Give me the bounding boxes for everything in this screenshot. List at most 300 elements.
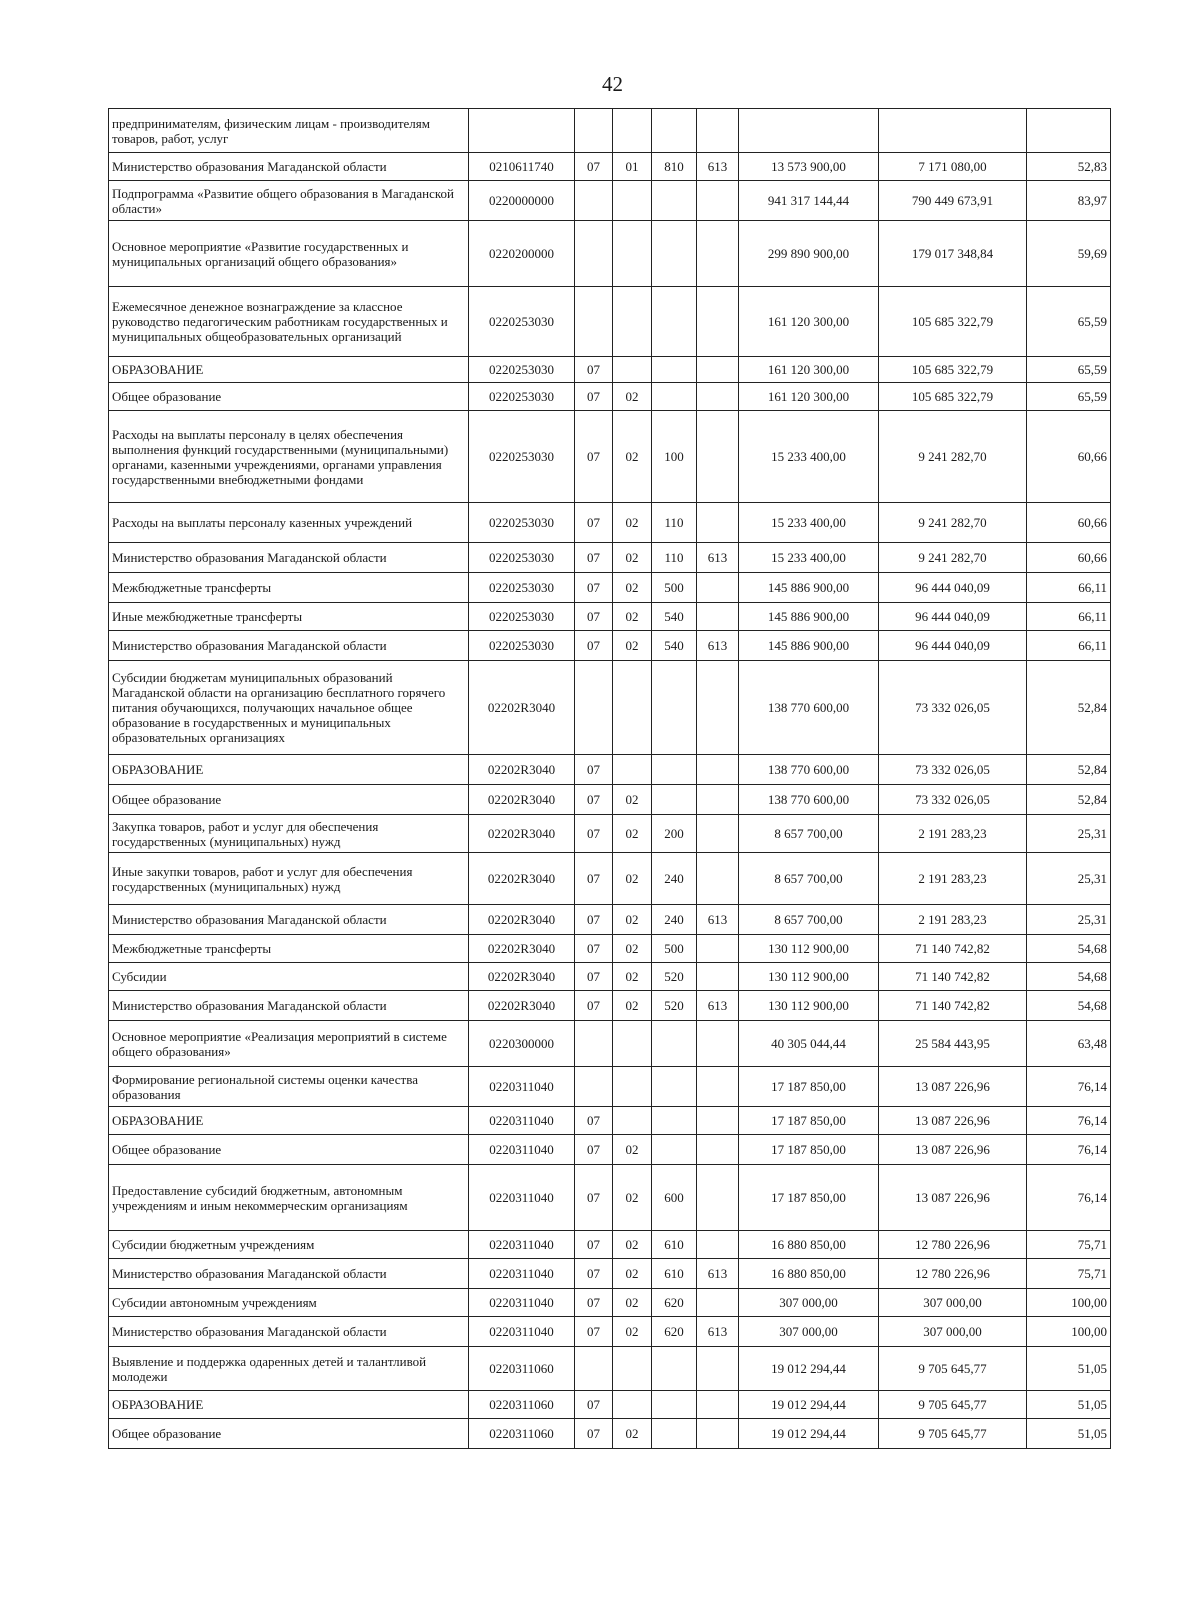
row-admin-code: 613 xyxy=(697,1259,739,1289)
row-code: 0220311040 xyxy=(469,1067,575,1107)
row-subsection xyxy=(613,755,652,785)
row-name: Расходы на выплаты персоналу казенных учреждений xyxy=(109,503,469,543)
row-subsection xyxy=(613,1021,652,1067)
row-actual-amount: 7 171 080,00 xyxy=(879,153,1027,181)
row-subsection xyxy=(613,661,652,755)
row-expense-type xyxy=(652,785,697,815)
row-subsection: 02 xyxy=(613,503,652,543)
row-percent: 76,14 xyxy=(1027,1107,1111,1135)
row-actual-amount: 13 087 226,96 xyxy=(879,1107,1027,1135)
row-subsection: 02 xyxy=(613,785,652,815)
row-name: Субсидии xyxy=(109,963,469,991)
row-actual-amount: 105 685 322,79 xyxy=(879,287,1027,357)
row-code xyxy=(469,109,575,153)
row-expense-type xyxy=(652,755,697,785)
row-admin-code xyxy=(697,503,739,543)
row-subsection xyxy=(613,109,652,153)
table-row xyxy=(109,1419,1111,1449)
row-admin-code xyxy=(697,755,739,785)
row-name: Основное мероприятие «Реализация мероприятий в системе общего образования» xyxy=(109,1021,469,1067)
row-expense-type xyxy=(652,1419,697,1449)
row-code: 0220300000 xyxy=(469,1021,575,1067)
row-name: Расходы на выплаты персоналу в целях обеспечения выполнения функций государственными (муниципальными) органами, казенными учреждениями, органами управления государственными внебюджетными фондами xyxy=(109,411,469,503)
row-actual-amount: 2 191 283,23 xyxy=(879,853,1027,905)
row-actual-amount xyxy=(879,109,1027,153)
row-actual-amount: 13 087 226,96 xyxy=(879,1135,1027,1165)
row-admin-code: 613 xyxy=(697,631,739,661)
row-admin-code xyxy=(697,853,739,905)
row-subsection: 02 xyxy=(613,573,652,603)
row-admin-code xyxy=(697,1067,739,1107)
row-plan-amount: 40 305 044,44 xyxy=(739,1021,879,1067)
row-section: 07 xyxy=(575,1419,613,1449)
row-section xyxy=(575,109,613,153)
row-percent: 54,68 xyxy=(1027,935,1111,963)
row-subsection: 02 xyxy=(613,1259,652,1289)
row-section xyxy=(575,287,613,357)
table-row xyxy=(109,503,1111,543)
row-expense-type xyxy=(652,109,697,153)
table-row xyxy=(109,631,1111,661)
row-code: 02202R3040 xyxy=(469,935,575,963)
row-name: Министерство образования Магаданской области xyxy=(109,153,469,181)
row-admin-code xyxy=(697,1165,739,1231)
table-row xyxy=(109,603,1111,631)
row-section: 07 xyxy=(575,357,613,383)
row-plan-amount: 307 000,00 xyxy=(739,1317,879,1347)
row-section xyxy=(575,1067,613,1107)
row-admin-code xyxy=(697,1289,739,1317)
row-code: 0220253030 xyxy=(469,631,575,661)
row-actual-amount: 71 140 742,82 xyxy=(879,935,1027,963)
row-code: 02202R3040 xyxy=(469,785,575,815)
row-expense-type: 500 xyxy=(652,573,697,603)
row-admin-code: 613 xyxy=(697,153,739,181)
row-actual-amount: 2 191 283,23 xyxy=(879,905,1027,935)
row-actual-amount: 71 140 742,82 xyxy=(879,991,1027,1021)
row-expense-type: 240 xyxy=(652,905,697,935)
row-section: 07 xyxy=(575,153,613,181)
row-percent: 60,66 xyxy=(1027,411,1111,503)
row-plan-amount: 145 886 900,00 xyxy=(739,573,879,603)
row-expense-type: 540 xyxy=(652,603,697,631)
table-row xyxy=(109,1135,1111,1165)
row-admin-code xyxy=(697,1391,739,1419)
row-code: 0220253030 xyxy=(469,603,575,631)
row-expense-type xyxy=(652,1067,697,1107)
table-row xyxy=(109,1289,1111,1317)
row-section xyxy=(575,221,613,287)
row-code: 02202R3040 xyxy=(469,853,575,905)
row-actual-amount: 73 332 026,05 xyxy=(879,755,1027,785)
row-expense-type: 100 xyxy=(652,411,697,503)
table-row xyxy=(109,661,1111,755)
row-plan-amount: 130 112 900,00 xyxy=(739,935,879,963)
row-code: 0220253030 xyxy=(469,573,575,603)
row-code: 0220253030 xyxy=(469,357,575,383)
row-section: 07 xyxy=(575,785,613,815)
row-plan-amount: 145 886 900,00 xyxy=(739,631,879,661)
row-plan-amount: 19 012 294,44 xyxy=(739,1391,879,1419)
row-section: 07 xyxy=(575,1231,613,1259)
row-subsection: 02 xyxy=(613,991,652,1021)
row-code: 0220311040 xyxy=(469,1165,575,1231)
row-percent: 65,59 xyxy=(1027,383,1111,411)
row-expense-type xyxy=(652,357,697,383)
row-subsection: 02 xyxy=(613,1135,652,1165)
row-expense-type: 520 xyxy=(652,991,697,1021)
row-section: 07 xyxy=(575,1107,613,1135)
row-percent: 54,68 xyxy=(1027,963,1111,991)
row-percent: 83,97 xyxy=(1027,181,1111,221)
row-section: 07 xyxy=(575,1259,613,1289)
row-percent: 52,84 xyxy=(1027,785,1111,815)
row-plan-amount: 19 012 294,44 xyxy=(739,1419,879,1449)
row-section: 07 xyxy=(575,853,613,905)
row-expense-type xyxy=(652,1107,697,1135)
row-expense-type xyxy=(652,181,697,221)
row-subsection: 02 xyxy=(613,543,652,573)
table-row xyxy=(109,181,1111,221)
row-code: 0220311040 xyxy=(469,1135,575,1165)
row-actual-amount: 13 087 226,96 xyxy=(879,1165,1027,1231)
row-name: предпринимателям, физическим лицам - производителям товаров, работ, услуг xyxy=(109,109,469,153)
row-plan-amount: 138 770 600,00 xyxy=(739,755,879,785)
row-actual-amount: 9 705 645,77 xyxy=(879,1419,1027,1449)
row-percent: 25,31 xyxy=(1027,815,1111,853)
row-actual-amount: 179 017 348,84 xyxy=(879,221,1027,287)
row-admin-code: 613 xyxy=(697,905,739,935)
row-subsection: 02 xyxy=(613,1317,652,1347)
row-section: 07 xyxy=(575,963,613,991)
row-code: 0220253030 xyxy=(469,411,575,503)
row-code: 0220311040 xyxy=(469,1289,575,1317)
table-row xyxy=(109,153,1111,181)
row-code: 0220311060 xyxy=(469,1347,575,1391)
row-percent: 60,66 xyxy=(1027,503,1111,543)
row-subsection: 02 xyxy=(613,963,652,991)
row-percent: 100,00 xyxy=(1027,1289,1111,1317)
row-percent: 100,00 xyxy=(1027,1317,1111,1347)
row-actual-amount: 9 241 282,70 xyxy=(879,411,1027,503)
row-code: 0220253030 xyxy=(469,287,575,357)
row-section: 07 xyxy=(575,383,613,411)
row-actual-amount: 105 685 322,79 xyxy=(879,383,1027,411)
row-code: 0220200000 xyxy=(469,221,575,287)
table-row xyxy=(109,221,1111,287)
table-row xyxy=(109,815,1111,853)
row-plan-amount: 19 012 294,44 xyxy=(739,1347,879,1391)
row-admin-code xyxy=(697,1231,739,1259)
row-subsection xyxy=(613,357,652,383)
row-actual-amount: 13 087 226,96 xyxy=(879,1067,1027,1107)
row-name: Подпрограмма «Развитие общего образования в Магаданской области» xyxy=(109,181,469,221)
row-name: Выявление и поддержка одаренных детей и талантливой молодежи xyxy=(109,1347,469,1391)
table-row xyxy=(109,1107,1111,1135)
table-row xyxy=(109,109,1111,153)
row-admin-code xyxy=(697,1021,739,1067)
row-section: 07 xyxy=(575,631,613,661)
row-expense-type: 810 xyxy=(652,153,697,181)
row-admin-code xyxy=(697,1347,739,1391)
row-plan-amount: 15 233 400,00 xyxy=(739,503,879,543)
row-name: Общее образование xyxy=(109,785,469,815)
row-percent: 51,05 xyxy=(1027,1391,1111,1419)
row-expense-type xyxy=(652,1347,697,1391)
budget-table xyxy=(108,108,1111,1449)
row-expense-type: 240 xyxy=(652,853,697,905)
row-plan-amount: 161 120 300,00 xyxy=(739,287,879,357)
row-expense-type: 600 xyxy=(652,1165,697,1231)
row-name: Министерство образования Магаданской области xyxy=(109,631,469,661)
row-percent: 25,31 xyxy=(1027,853,1111,905)
row-plan-amount: 145 886 900,00 xyxy=(739,603,879,631)
row-actual-amount: 96 444 040,09 xyxy=(879,603,1027,631)
row-section: 07 xyxy=(575,755,613,785)
row-percent: 52,84 xyxy=(1027,755,1111,785)
row-admin-code xyxy=(697,287,739,357)
row-subsection: 02 xyxy=(613,383,652,411)
row-admin-code xyxy=(697,181,739,221)
row-plan-amount: 8 657 700,00 xyxy=(739,815,879,853)
row-section: 07 xyxy=(575,543,613,573)
table-row xyxy=(109,357,1111,383)
row-percent: 60,66 xyxy=(1027,543,1111,573)
row-code: 02202R3040 xyxy=(469,991,575,1021)
row-code: 0220311040 xyxy=(469,1107,575,1135)
row-expense-type xyxy=(652,1135,697,1165)
table-row xyxy=(109,755,1111,785)
row-actual-amount: 25 584 443,95 xyxy=(879,1021,1027,1067)
row-subsection: 02 xyxy=(613,1289,652,1317)
row-percent: 76,14 xyxy=(1027,1165,1111,1231)
row-percent: 66,11 xyxy=(1027,603,1111,631)
row-plan-amount: 8 657 700,00 xyxy=(739,853,879,905)
row-percent: 25,31 xyxy=(1027,905,1111,935)
row-code: 0220311040 xyxy=(469,1259,575,1289)
row-plan-amount: 16 880 850,00 xyxy=(739,1259,879,1289)
row-expense-type: 610 xyxy=(652,1231,697,1259)
row-expense-type: 620 xyxy=(652,1317,697,1347)
row-code: 0220311060 xyxy=(469,1391,575,1419)
table-row xyxy=(109,991,1111,1021)
row-code: 0220311060 xyxy=(469,1419,575,1449)
table-row xyxy=(109,411,1111,503)
row-admin-code xyxy=(697,963,739,991)
row-actual-amount: 9 241 282,70 xyxy=(879,503,1027,543)
row-subsection: 02 xyxy=(613,631,652,661)
row-percent: 75,71 xyxy=(1027,1231,1111,1259)
row-percent: 66,11 xyxy=(1027,573,1111,603)
row-plan-amount: 941 317 144,44 xyxy=(739,181,879,221)
row-expense-type xyxy=(652,383,697,411)
row-plan-amount: 130 112 900,00 xyxy=(739,991,879,1021)
row-name: Министерство образования Магаданской области xyxy=(109,1317,469,1347)
row-subsection xyxy=(613,1391,652,1419)
row-code: 02202R3040 xyxy=(469,755,575,785)
row-percent: 52,83 xyxy=(1027,153,1111,181)
row-code: 0220311040 xyxy=(469,1317,575,1347)
row-percent: 76,14 xyxy=(1027,1067,1111,1107)
row-actual-amount: 73 332 026,05 xyxy=(879,785,1027,815)
row-expense-type: 110 xyxy=(652,543,697,573)
table-row xyxy=(109,287,1111,357)
table-row xyxy=(109,573,1111,603)
row-subsection: 02 xyxy=(613,411,652,503)
row-admin-code xyxy=(697,1419,739,1449)
row-name: ОБРАЗОВАНИЕ xyxy=(109,755,469,785)
row-percent: 75,71 xyxy=(1027,1259,1111,1289)
row-section: 07 xyxy=(575,603,613,631)
row-name: Иные межбюджетные трансферты xyxy=(109,603,469,631)
table-row xyxy=(109,543,1111,573)
row-percent: 76,14 xyxy=(1027,1135,1111,1165)
row-subsection: 01 xyxy=(613,153,652,181)
row-percent: 65,59 xyxy=(1027,357,1111,383)
row-name: Министерство образования Магаданской области xyxy=(109,1259,469,1289)
row-section: 07 xyxy=(575,1289,613,1317)
row-plan-amount: 130 112 900,00 xyxy=(739,963,879,991)
row-percent: 54,68 xyxy=(1027,991,1111,1021)
row-section: 07 xyxy=(575,503,613,543)
row-actual-amount: 2 191 283,23 xyxy=(879,815,1027,853)
row-code: 02202R3040 xyxy=(469,815,575,853)
row-section: 07 xyxy=(575,1135,613,1165)
row-name: Иные закупки товаров, работ и услуг для обеспечения государственных (муниципальных) нужд xyxy=(109,853,469,905)
row-actual-amount: 307 000,00 xyxy=(879,1317,1027,1347)
row-section xyxy=(575,661,613,755)
row-actual-amount: 96 444 040,09 xyxy=(879,631,1027,661)
row-subsection: 02 xyxy=(613,603,652,631)
row-plan-amount: 15 233 400,00 xyxy=(739,411,879,503)
row-code: 02202R3040 xyxy=(469,661,575,755)
row-code: 0210611740 xyxy=(469,153,575,181)
row-name: Общее образование xyxy=(109,383,469,411)
row-name: ОБРАЗОВАНИЕ xyxy=(109,1107,469,1135)
row-subsection xyxy=(613,221,652,287)
row-actual-amount: 307 000,00 xyxy=(879,1289,1027,1317)
row-section: 07 xyxy=(575,815,613,853)
row-name: Межбюджетные трансферты xyxy=(109,573,469,603)
row-name: Предоставление субсидий бюджетным, автономным учреждениям и иным некоммерческим организациям xyxy=(109,1165,469,1231)
row-name: ОБРАЗОВАНИЕ xyxy=(109,1391,469,1419)
row-section: 07 xyxy=(575,905,613,935)
row-expense-type: 540 xyxy=(652,631,697,661)
table-row xyxy=(109,853,1111,905)
row-percent: 51,05 xyxy=(1027,1347,1111,1391)
row-subsection: 02 xyxy=(613,905,652,935)
row-name: Министерство образования Магаданской области xyxy=(109,543,469,573)
row-plan-amount: 15 233 400,00 xyxy=(739,543,879,573)
row-name: Формирование региональной системы оценки качества образования xyxy=(109,1067,469,1107)
row-code: 0220311040 xyxy=(469,1231,575,1259)
row-expense-type: 520 xyxy=(652,963,697,991)
row-plan-amount: 8 657 700,00 xyxy=(739,905,879,935)
row-percent: 66,11 xyxy=(1027,631,1111,661)
row-expense-type xyxy=(652,287,697,357)
row-plan-amount: 161 120 300,00 xyxy=(739,357,879,383)
row-code: 0220253030 xyxy=(469,383,575,411)
row-expense-type xyxy=(652,661,697,755)
row-subsection: 02 xyxy=(613,815,652,853)
row-admin-code: 613 xyxy=(697,991,739,1021)
row-section xyxy=(575,1347,613,1391)
row-code: 0220253030 xyxy=(469,543,575,573)
row-code: 02202R3040 xyxy=(469,963,575,991)
table-row xyxy=(109,1231,1111,1259)
row-name: Субсидии автономным учреждениям xyxy=(109,1289,469,1317)
row-name: Общее образование xyxy=(109,1135,469,1165)
row-expense-type: 620 xyxy=(652,1289,697,1317)
row-name: Субсидии бюджетным учреждениям xyxy=(109,1231,469,1259)
table-row xyxy=(109,905,1111,935)
row-actual-amount: 9 705 645,77 xyxy=(879,1347,1027,1391)
row-section: 07 xyxy=(575,411,613,503)
row-plan-amount: 138 770 600,00 xyxy=(739,785,879,815)
row-admin-code xyxy=(697,573,739,603)
row-plan-amount: 17 187 850,00 xyxy=(739,1165,879,1231)
row-expense-type: 200 xyxy=(652,815,697,853)
row-subsection xyxy=(613,1107,652,1135)
row-plan-amount: 299 890 900,00 xyxy=(739,221,879,287)
row-expense-type: 610 xyxy=(652,1259,697,1289)
row-actual-amount: 790 449 673,91 xyxy=(879,181,1027,221)
row-subsection: 02 xyxy=(613,1419,652,1449)
row-section: 07 xyxy=(575,935,613,963)
row-percent: 63,48 xyxy=(1027,1021,1111,1067)
row-percent: 59,69 xyxy=(1027,221,1111,287)
row-percent: 65,59 xyxy=(1027,287,1111,357)
row-actual-amount: 96 444 040,09 xyxy=(879,573,1027,603)
row-actual-amount: 12 780 226,96 xyxy=(879,1231,1027,1259)
table-row xyxy=(109,1021,1111,1067)
row-actual-amount: 12 780 226,96 xyxy=(879,1259,1027,1289)
row-subsection xyxy=(613,1067,652,1107)
row-actual-amount: 71 140 742,82 xyxy=(879,963,1027,991)
row-subsection xyxy=(613,287,652,357)
row-plan-amount xyxy=(739,109,879,153)
row-subsection: 02 xyxy=(613,935,652,963)
table-row xyxy=(109,1347,1111,1391)
row-name: Основное мероприятие «Развитие государственных и муниципальных организаций общего образования» xyxy=(109,221,469,287)
row-admin-code xyxy=(697,221,739,287)
row-code: 0220000000 xyxy=(469,181,575,221)
row-section: 07 xyxy=(575,1391,613,1419)
row-admin-code xyxy=(697,785,739,815)
row-admin-code xyxy=(697,109,739,153)
row-actual-amount: 73 332 026,05 xyxy=(879,661,1027,755)
row-admin-code xyxy=(697,935,739,963)
table-row xyxy=(109,935,1111,963)
row-section xyxy=(575,181,613,221)
row-name: ОБРАЗОВАНИЕ xyxy=(109,357,469,383)
row-plan-amount: 138 770 600,00 xyxy=(739,661,879,755)
row-section xyxy=(575,1021,613,1067)
row-admin-code xyxy=(697,815,739,853)
row-plan-amount: 307 000,00 xyxy=(739,1289,879,1317)
row-name: Закупка товаров, работ и услуг для обеспечения государственных (муниципальных) нужд xyxy=(109,815,469,853)
row-name: Ежемесячное денежное вознаграждение за классное руководство педагогическим работникам государственных и муниципальных общеобразовательных организаций xyxy=(109,287,469,357)
table-row xyxy=(109,1165,1111,1231)
row-name: Межбюджетные трансферты xyxy=(109,935,469,963)
row-admin-code: 613 xyxy=(697,1317,739,1347)
row-admin-code xyxy=(697,411,739,503)
row-subsection xyxy=(613,181,652,221)
row-name: Субсидии бюджетам муниципальных образований Магаданской области на организацию бесплатного горячего питания обучающихся, получающих начальное общее образование в государственных и муниципальных образовательных организациях xyxy=(109,661,469,755)
row-section: 07 xyxy=(575,1317,613,1347)
table-row xyxy=(109,1067,1111,1107)
row-admin-code xyxy=(697,1107,739,1135)
